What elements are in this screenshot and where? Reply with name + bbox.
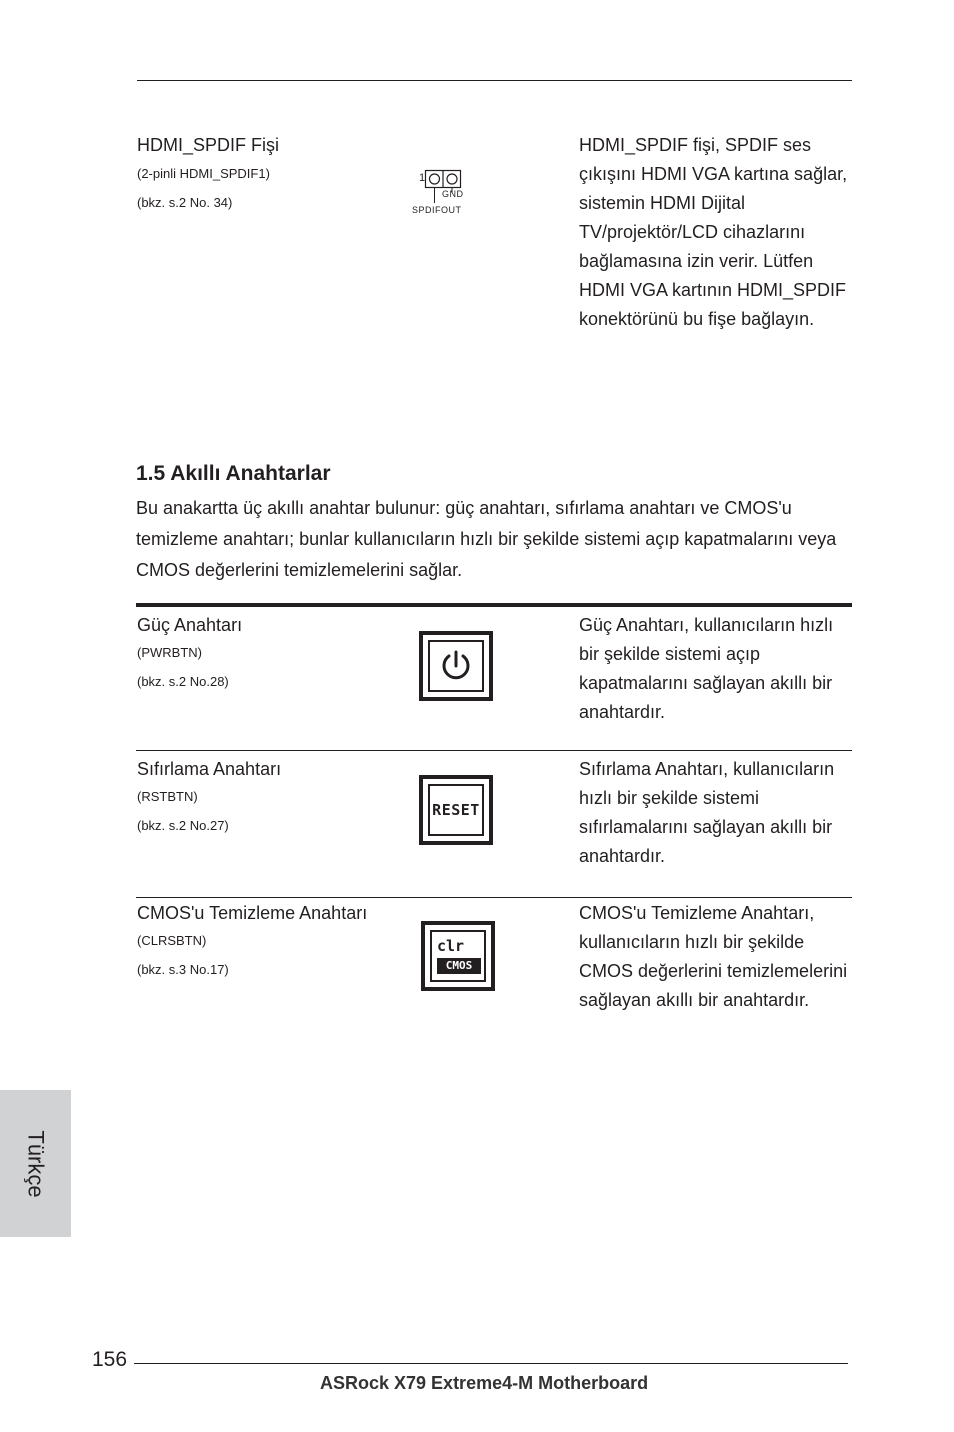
hdmi-title: HDMI_SPDIF Fişi [137, 135, 280, 155]
language-label: Türkçe [23, 1129, 49, 1198]
power-sub: (PWRBTN) [137, 645, 202, 660]
cmos-sub: (CLRSBTN) [137, 933, 207, 948]
power-button-illustration [419, 631, 493, 701]
section-divider-thick [136, 603, 852, 607]
power-description: Güç Anahtarı, kullanıcıların hızlı bir şekilde sistemi açıp kapatmalarını sağlayan akıllı bir anahtardır. [579, 615, 834, 722]
cmos-title: CMOS'u Temizleme Anahtarı [137, 903, 368, 923]
reset-description: Sıfırlama Anahtarı, kullanıcıların hızlı bir şekilde sistemi sıfırlamalarını sağlayan akıllı bir anahtardır. [579, 759, 835, 866]
top-rule [137, 80, 852, 81]
pin-gnd-label: GND [442, 189, 464, 199]
power-title: Güç Anahtarı [137, 615, 243, 635]
hdmi-description: HDMI_SPDIF fişi, SPDIF ses çıkışını HDMI VGA kartına sağlar, sistemin HDMI Dijital TV/projektör/LCD cihazlarını bağlamasına izin verir. Lütfen HDMI VGA kartının HDMI_SPDIF konektörünü bu fişe bağlayın. [579, 135, 848, 329]
power-icon [438, 648, 474, 684]
divider-1 [136, 750, 852, 751]
pin-spdifout-label: SPDIFOUT [412, 205, 462, 215]
cmos-button-clr: clr [437, 937, 465, 955]
reset-button-text: RESET [432, 801, 480, 819]
power-ref: (bkz. s.2 No.28) [137, 674, 229, 689]
reset-ref: (bkz. s.2 No.27) [137, 818, 229, 833]
cmos-button-illustration [421, 921, 495, 991]
reset-button-illustration [419, 775, 493, 845]
divider-2 [136, 897, 852, 898]
footer-rule [134, 1363, 848, 1364]
cmos-description: CMOS'u Temizleme Anahtarı, kullanıcıların hızlı bir şekilde CMOS değerlerini temizlemelerini sağlayan akıllı bir anahtardır. [579, 903, 848, 1010]
hdmi-sub: (2-pinli HDMI_SPDIF1) [137, 166, 270, 181]
footer-text: ASRock X79 Extreme4-M Motherboard [320, 1373, 649, 1393]
pin-number: 1 [419, 172, 426, 184]
cmos-ref: (bkz. s.3 No.17) [137, 962, 229, 977]
reset-title: Sıfırlama Anahtarı [137, 759, 282, 779]
page-number: 156 [92, 1348, 128, 1371]
cmos-button-cmos: CMOS [437, 958, 481, 974]
hdmi-ref: (bkz. s.2 No. 34) [137, 195, 233, 210]
section-intro: Bu anakartta üç akıllı anahtar bulunur: güç anahtarı, sıfırlama anahtarı ve CMOS'u temizleme anahtarı; bunlar kullanıcıların hızlı bir şekilde sistemi açıp kapatmalarını veya CMOS değerlerini temizlemelerini sağlar. [136, 498, 837, 580]
reset-sub: (RSTBTN) [137, 789, 198, 804]
section-heading: 1.5 Akıllı Anahtarlar [136, 462, 331, 485]
